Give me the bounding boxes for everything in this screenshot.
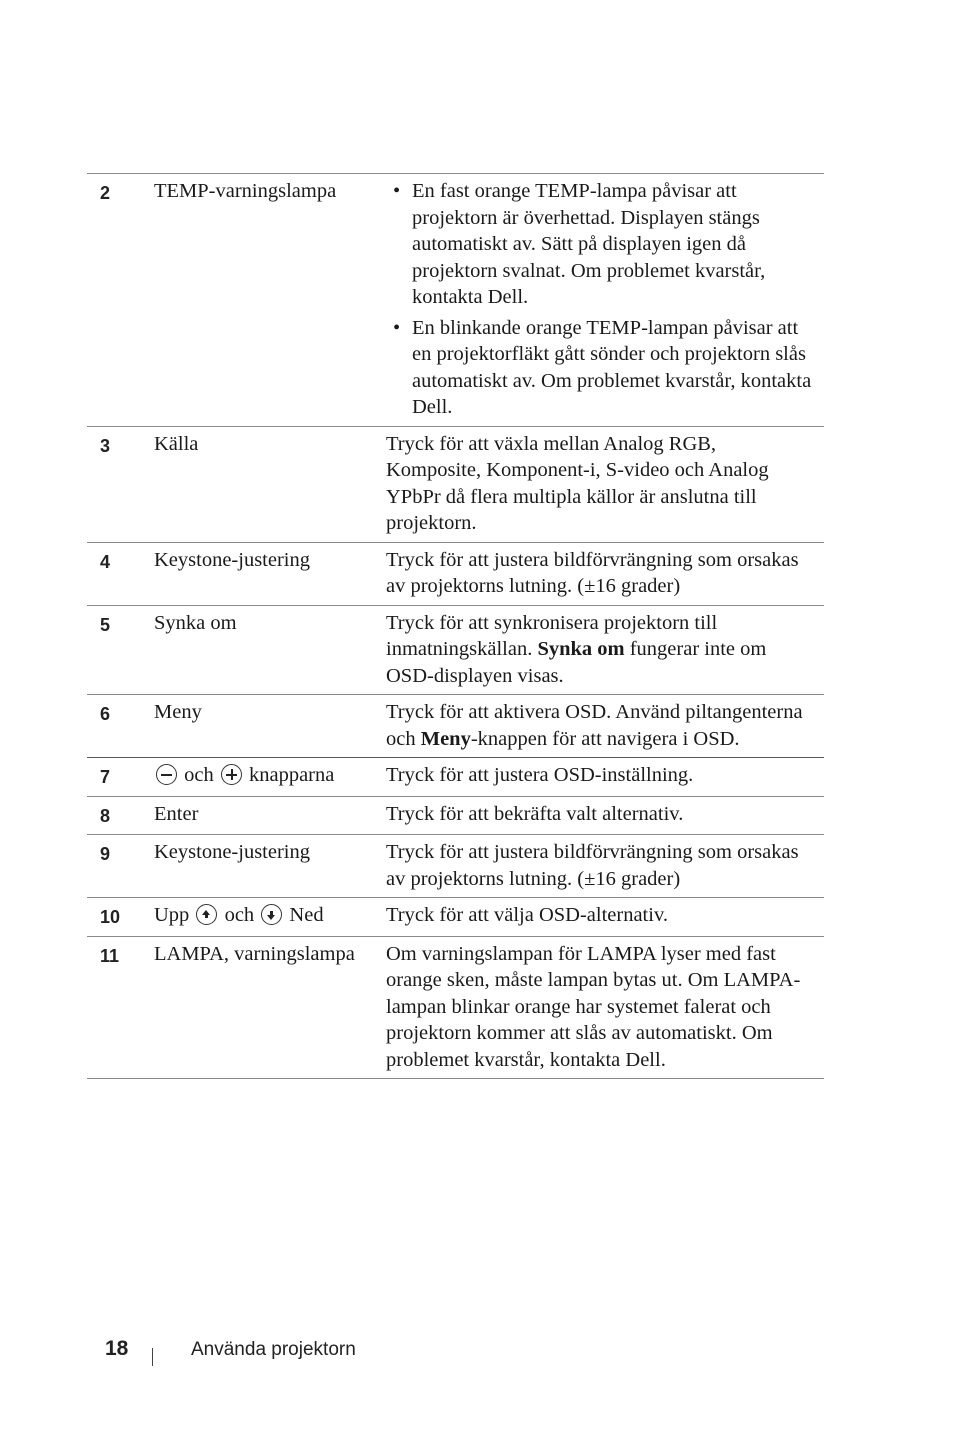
table-row (87, 758, 824, 797)
item-name: Keystone-justering (154, 542, 386, 605)
table-row (87, 695, 824, 758)
name-text: och (219, 904, 260, 926)
desc-text: Tryck för att aktivera OSD. Använd piltangenterna och (386, 701, 803, 750)
bullet-icon: • (393, 316, 401, 339)
down-arrow-icon (261, 904, 282, 925)
name-text: Upp (154, 904, 195, 926)
list-item (386, 178, 816, 311)
item-description: Tryck för att justera OSD-inställning. (386, 758, 824, 797)
footer-divider (152, 1348, 153, 1366)
row-number: 3 (87, 426, 154, 542)
item-name: TEMP-varningslampa (154, 174, 386, 427)
item-description: Tryck för att justera bildförvrängning som orsakas av projektorns lutning. (±16 grader) (386, 542, 824, 605)
item-description: Tryck för att bekräfta valt alternativ. (386, 796, 824, 835)
table-row (87, 936, 824, 1079)
row-number: 2 (87, 174, 154, 427)
row-number: 6 (87, 695, 154, 758)
item-description (386, 174, 824, 427)
item-name: LAMPA, varningslampa (154, 936, 386, 1079)
item-name (154, 898, 386, 937)
item-description: Tryck för att välja OSD-alternativ. (386, 898, 824, 937)
item-name: Enter (154, 796, 386, 835)
table-row (87, 426, 824, 542)
minus-icon (156, 764, 177, 785)
item-description: Tryck för att växla mellan Analog RGB, Komposite, Komponent-i, S-video och Analog YPbPr då flera multipla källor är anslutna till projektorn. (386, 426, 824, 542)
item-name: Meny (154, 695, 386, 758)
row-number: 10 (87, 898, 154, 937)
row-number: 9 (87, 835, 154, 898)
item-name: Källa (154, 426, 386, 542)
table-row (87, 174, 824, 427)
item-description (386, 695, 824, 758)
row-number: 7 (87, 758, 154, 797)
plus-icon (221, 764, 242, 785)
bullet-icon: • (393, 180, 401, 202)
name-text: knapparna (243, 764, 335, 786)
table-row (87, 796, 824, 835)
row-number: 4 (87, 542, 154, 605)
row-number: 8 (87, 796, 154, 835)
item-name: Synka om (154, 605, 386, 695)
desc-text: Tryck för att synkronisera projektorn till inmatningskällan. (386, 611, 718, 660)
button-description-table (87, 173, 824, 1079)
name-text: Ned (284, 904, 324, 926)
page-number: 18 (105, 1337, 129, 1360)
table-row (87, 605, 824, 695)
item-description: Tryck för att justera bildförvrängning som orsakas av projektorns lutning. (±16 grader) (386, 835, 824, 898)
item-name: Keystone-justering (154, 835, 386, 898)
bullet-list (386, 178, 816, 421)
table-row (87, 835, 824, 898)
row-number: 11 (87, 936, 154, 1079)
desc-text: fungerar inte om OSD-displayen visas. (386, 638, 767, 687)
desc-text: -knappen för att navigera i OSD. (470, 727, 740, 750)
desc-bold-text: Meny (420, 727, 471, 750)
bullet-text: En fast orange TEMP-lampa påvisar att projektorn är överhettad. Displayen stängs automatiskt av. Sätt på displayen igen då projektorn svalnat. Om problemet kvarstår, kontakta Dell. (412, 180, 766, 308)
up-arrow-icon (196, 904, 217, 925)
desc-bold-text: Synka om (537, 638, 625, 660)
row-number: 5 (87, 605, 154, 695)
item-description (386, 605, 824, 695)
list-item (386, 315, 816, 421)
item-description: Om varningslampan för LAMPA lyser med fast orange sken, måste lampan bytas ut. Om LAMPA-lampan blinkar orange har systemet falerat och projektorn kommer att slås av automatiskt. Om problemet kvarstår, kontakta Dell. (386, 936, 824, 1079)
section-title: Använda projektorn (191, 1339, 356, 1360)
name-text: och (179, 764, 219, 786)
item-name (154, 758, 386, 797)
table-row (87, 898, 824, 937)
table-row (87, 542, 824, 605)
bullet-text: En blinkande orange TEMP-lampan påvisar att en projektorfläkt gått sönder och projektorn slås automatiskt av. Om problemet kvarstår, kontakta Dell. (412, 316, 812, 418)
